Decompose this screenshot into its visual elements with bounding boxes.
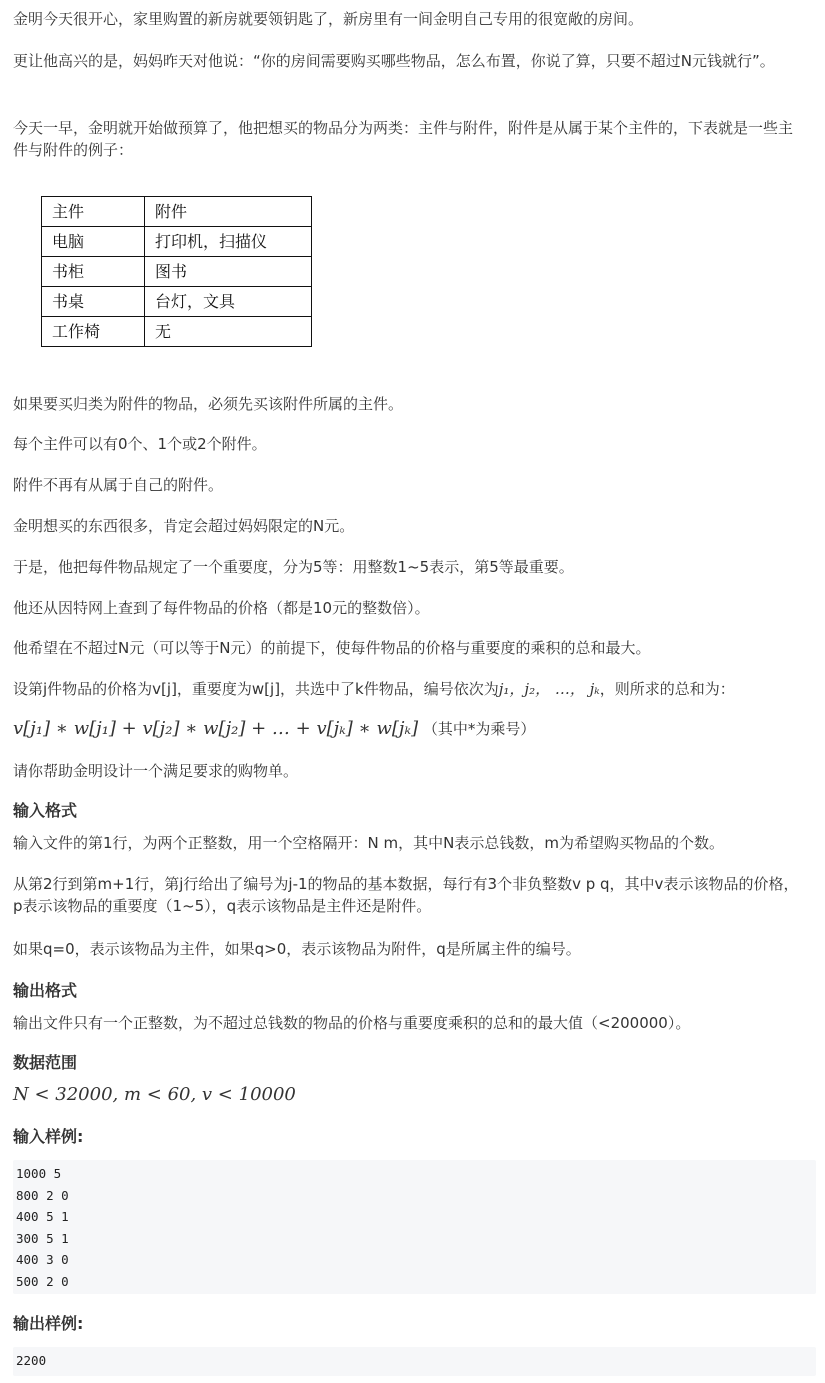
table-cell: 台灯，文具 — [145, 287, 312, 317]
table-cell: 附件 — [145, 197, 312, 227]
variables-paragraph — [13, 678, 735, 700]
table-cell: 打印机，扫描仪 — [145, 227, 312, 257]
code-line: 400 5 1 — [16, 1209, 69, 1224]
rule-paragraph: 每个主件可以有0个、1个或2个附件。 — [13, 435, 267, 453]
table-cell: 书柜 — [42, 257, 145, 287]
rule-paragraph: 如果要买归类为附件的物品，必须先买该附件所属的主件。 — [13, 395, 404, 413]
code-line: 500 2 0 — [16, 1273, 69, 1289]
data-range-formula — [13, 1082, 296, 1108]
table-row — [42, 197, 312, 227]
intro-paragraph-1: 金明今天很开心，家里购置的新房就要领钥匙了，新房里有一间金明自己专用的很宽敞的房间。 — [13, 10, 644, 28]
table-row — [42, 287, 312, 317]
code-line: 800 2 0 — [16, 1187, 69, 1203]
rule-paragraph: 他还从因特网上查到了每件物品的价格（都是10元的整数倍）。 — [13, 599, 430, 617]
code-line: 2200 — [16, 1353, 47, 1368]
rule-paragraph: 他希望在不超过N元（可以等于N元）的前提下，使每件物品的价格与重要度的乘积的总和最大。 — [13, 639, 651, 657]
rule-paragraph: 附件不再有从属于自己的附件。 — [13, 476, 224, 494]
intro-paragraph-3: 今天一早，金明就开始做预算了，他把想买的物品分为两类：主件与附件，附件是从属于某个主件的，下表就是一些主件与附件的例子： — [13, 119, 794, 159]
sample-output-heading: 输出样例: — [13, 1314, 84, 1333]
task-paragraph: 请你帮助金明设计一个满足要求的购物单。 — [13, 762, 299, 780]
variables-text: 设第j件物品的价格为v[j]，重要度为w[j]，共选中了k件物品，编号依次为 — [13, 680, 499, 698]
range-formula: N < 32000, m < 60, v < 10000 — [13, 1084, 296, 1105]
sum-formula-line — [13, 716, 535, 742]
table-cell: 图书 — [145, 257, 312, 287]
code-line: 1000 5 — [16, 1166, 62, 1181]
input-format-paragraph: 输入文件的第1行，为两个正整数，用一个空格隔开：N m，其中N表示总钱数，m为希望购买物品的个数。 — [13, 834, 724, 852]
code-line: 300 5 1 — [16, 1230, 69, 1246]
input-format-paragraph: 如果q=0，表示该物品为主件，如果q>0，表示该物品为附件，q是所属主件的编号。 — [13, 940, 581, 958]
sample-input-heading: 输入样例: — [13, 1127, 84, 1146]
sum-formula-note: （其中*为乘号） — [422, 720, 536, 738]
table-row — [42, 317, 312, 347]
table-cell: 电脑 — [42, 227, 145, 257]
input-format-paragraph: 从第2行到第m+1行，第j行给出了编号为j-1的物品的基本数据，每行有3个非负整数v p q，其中v表示该物品的价格，p表示该物品的重要度（1~5），q表示该物品是主件还是附件。 — [13, 875, 799, 915]
input-format-heading: 输入格式 — [13, 801, 78, 820]
output-format-paragraph: 输出文件只有一个正整数，为不超过总钱数的物品的价格与重要度乘积的总和的最大值（<200000）。 — [13, 1014, 691, 1032]
example-table — [41, 196, 312, 347]
code-line: 400 3 0 — [16, 1252, 69, 1267]
table-row — [42, 257, 312, 287]
variables-text-end: ，则所求的总和为： — [599, 680, 735, 698]
intro-paragraph-2: 更让他高兴的是，妈妈昨天对他说：“你的房间需要购买哪些物品，怎么布置，你说了算，只要不超过N元钱就行”。 — [13, 52, 775, 70]
sample-input-code — [13, 1160, 816, 1294]
sample-output-code — [13, 1347, 816, 1376]
rule-paragraph: 于是，他把每件物品规定了一个重要度，分为5等：用整数1~5表示，第5等最重要。 — [13, 558, 574, 576]
rule-paragraph: 金明想买的东西很多，肯定会超过妈妈限定的N元。 — [13, 517, 355, 535]
output-format-heading: 输出格式 — [13, 981, 78, 1000]
data-range-heading: 数据范围 — [13, 1053, 78, 1072]
sum-formula: v[j₁] ∗ w[j₁] + v[j₂] ∗ w[j₂] + … + v[jₖ] ∗ w[jₖ] — [13, 718, 419, 739]
table-cell: 工作椅 — [42, 317, 145, 347]
table-cell: 主件 — [42, 197, 145, 227]
variables-math: j₁，j₂， …， jₖ — [498, 680, 600, 698]
table-cell: 书桌 — [42, 287, 145, 317]
table-cell: 无 — [145, 317, 312, 347]
table-row — [42, 227, 312, 257]
